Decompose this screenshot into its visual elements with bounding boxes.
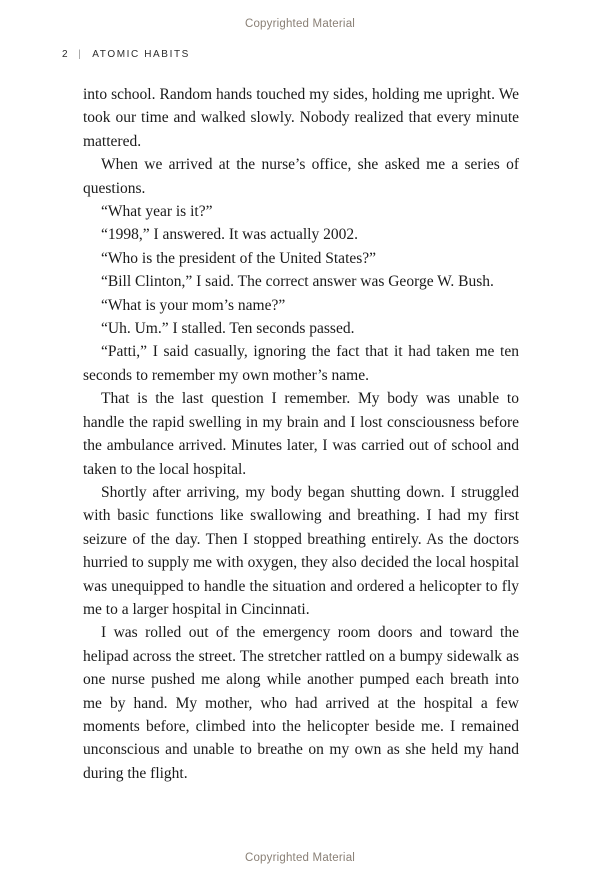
paragraph-dialogue: “Who is the president of the United States?” xyxy=(101,249,377,267)
paragraph: into school. Random hands touched my sides, holding me upright. We took our time and walked slowly. Nobody realized that every minute mattered. xyxy=(83,86,519,150)
page-body xyxy=(83,83,519,785)
running-header xyxy=(62,49,190,60)
paragraph-dialogue: “What is your mom’s name?” xyxy=(101,296,286,314)
paragraph-dialogue: “1998,” I answered. It was actually 2002. xyxy=(101,226,358,244)
book-title: ATOMIC HABITS xyxy=(92,49,190,60)
header-separator: | xyxy=(78,49,83,60)
paragraph: When we arrived at the nurse’s office, she asked me a series of questions. xyxy=(83,156,519,197)
paragraph: I was rolled out of the emergency room doors and toward the helipad across the street. The stretcher rattled on a bumpy sidewalk as one nurse pushed me along while another pumped each breath into me by hand. My mother, who had arrived at the hospital a few moments before, climbed into the helicopter beside me. I remained unconscious and unable to breathe on my own as she held my hand during the flight. xyxy=(83,624,519,782)
copyright-notice-bottom: Copyrighted Material xyxy=(244,852,356,864)
copyright-notice-top: Copyrighted Material xyxy=(244,18,356,30)
paragraph-dialogue: “Uh. Um.” I stalled. Ten seconds passed. xyxy=(101,320,355,338)
paragraph: Shortly after arriving, my body began shutting down. I struggled with basic functions like swallowing and breathing. I had my first seizure of the day. Then I stopped breathing entirely. As the doctors hurried to supply me with oxygen, they also decided the local hospital was unequipped to handle the situation and ordered a helicopter to fly me to a larger hospital in Cincinnati. xyxy=(83,483,519,618)
page-number: 2 xyxy=(62,49,69,60)
paragraph-dialogue: “What year is it?” xyxy=(101,203,213,221)
paragraph-dialogue: “Patti,” I said casually, ignoring the fact that it had taken me ten seconds to remember my own mother’s name. xyxy=(83,343,519,384)
paragraph-dialogue: “Bill Clinton,” I said. The correct answer was George W. Bush. xyxy=(101,273,494,291)
paragraph: That is the last question I remember. My body was unable to handle the rapid swelling in my brain and I lost consciousness before the ambulance arrived. Minutes later, I was carried out of school and taken to the local hospital. xyxy=(83,390,519,478)
